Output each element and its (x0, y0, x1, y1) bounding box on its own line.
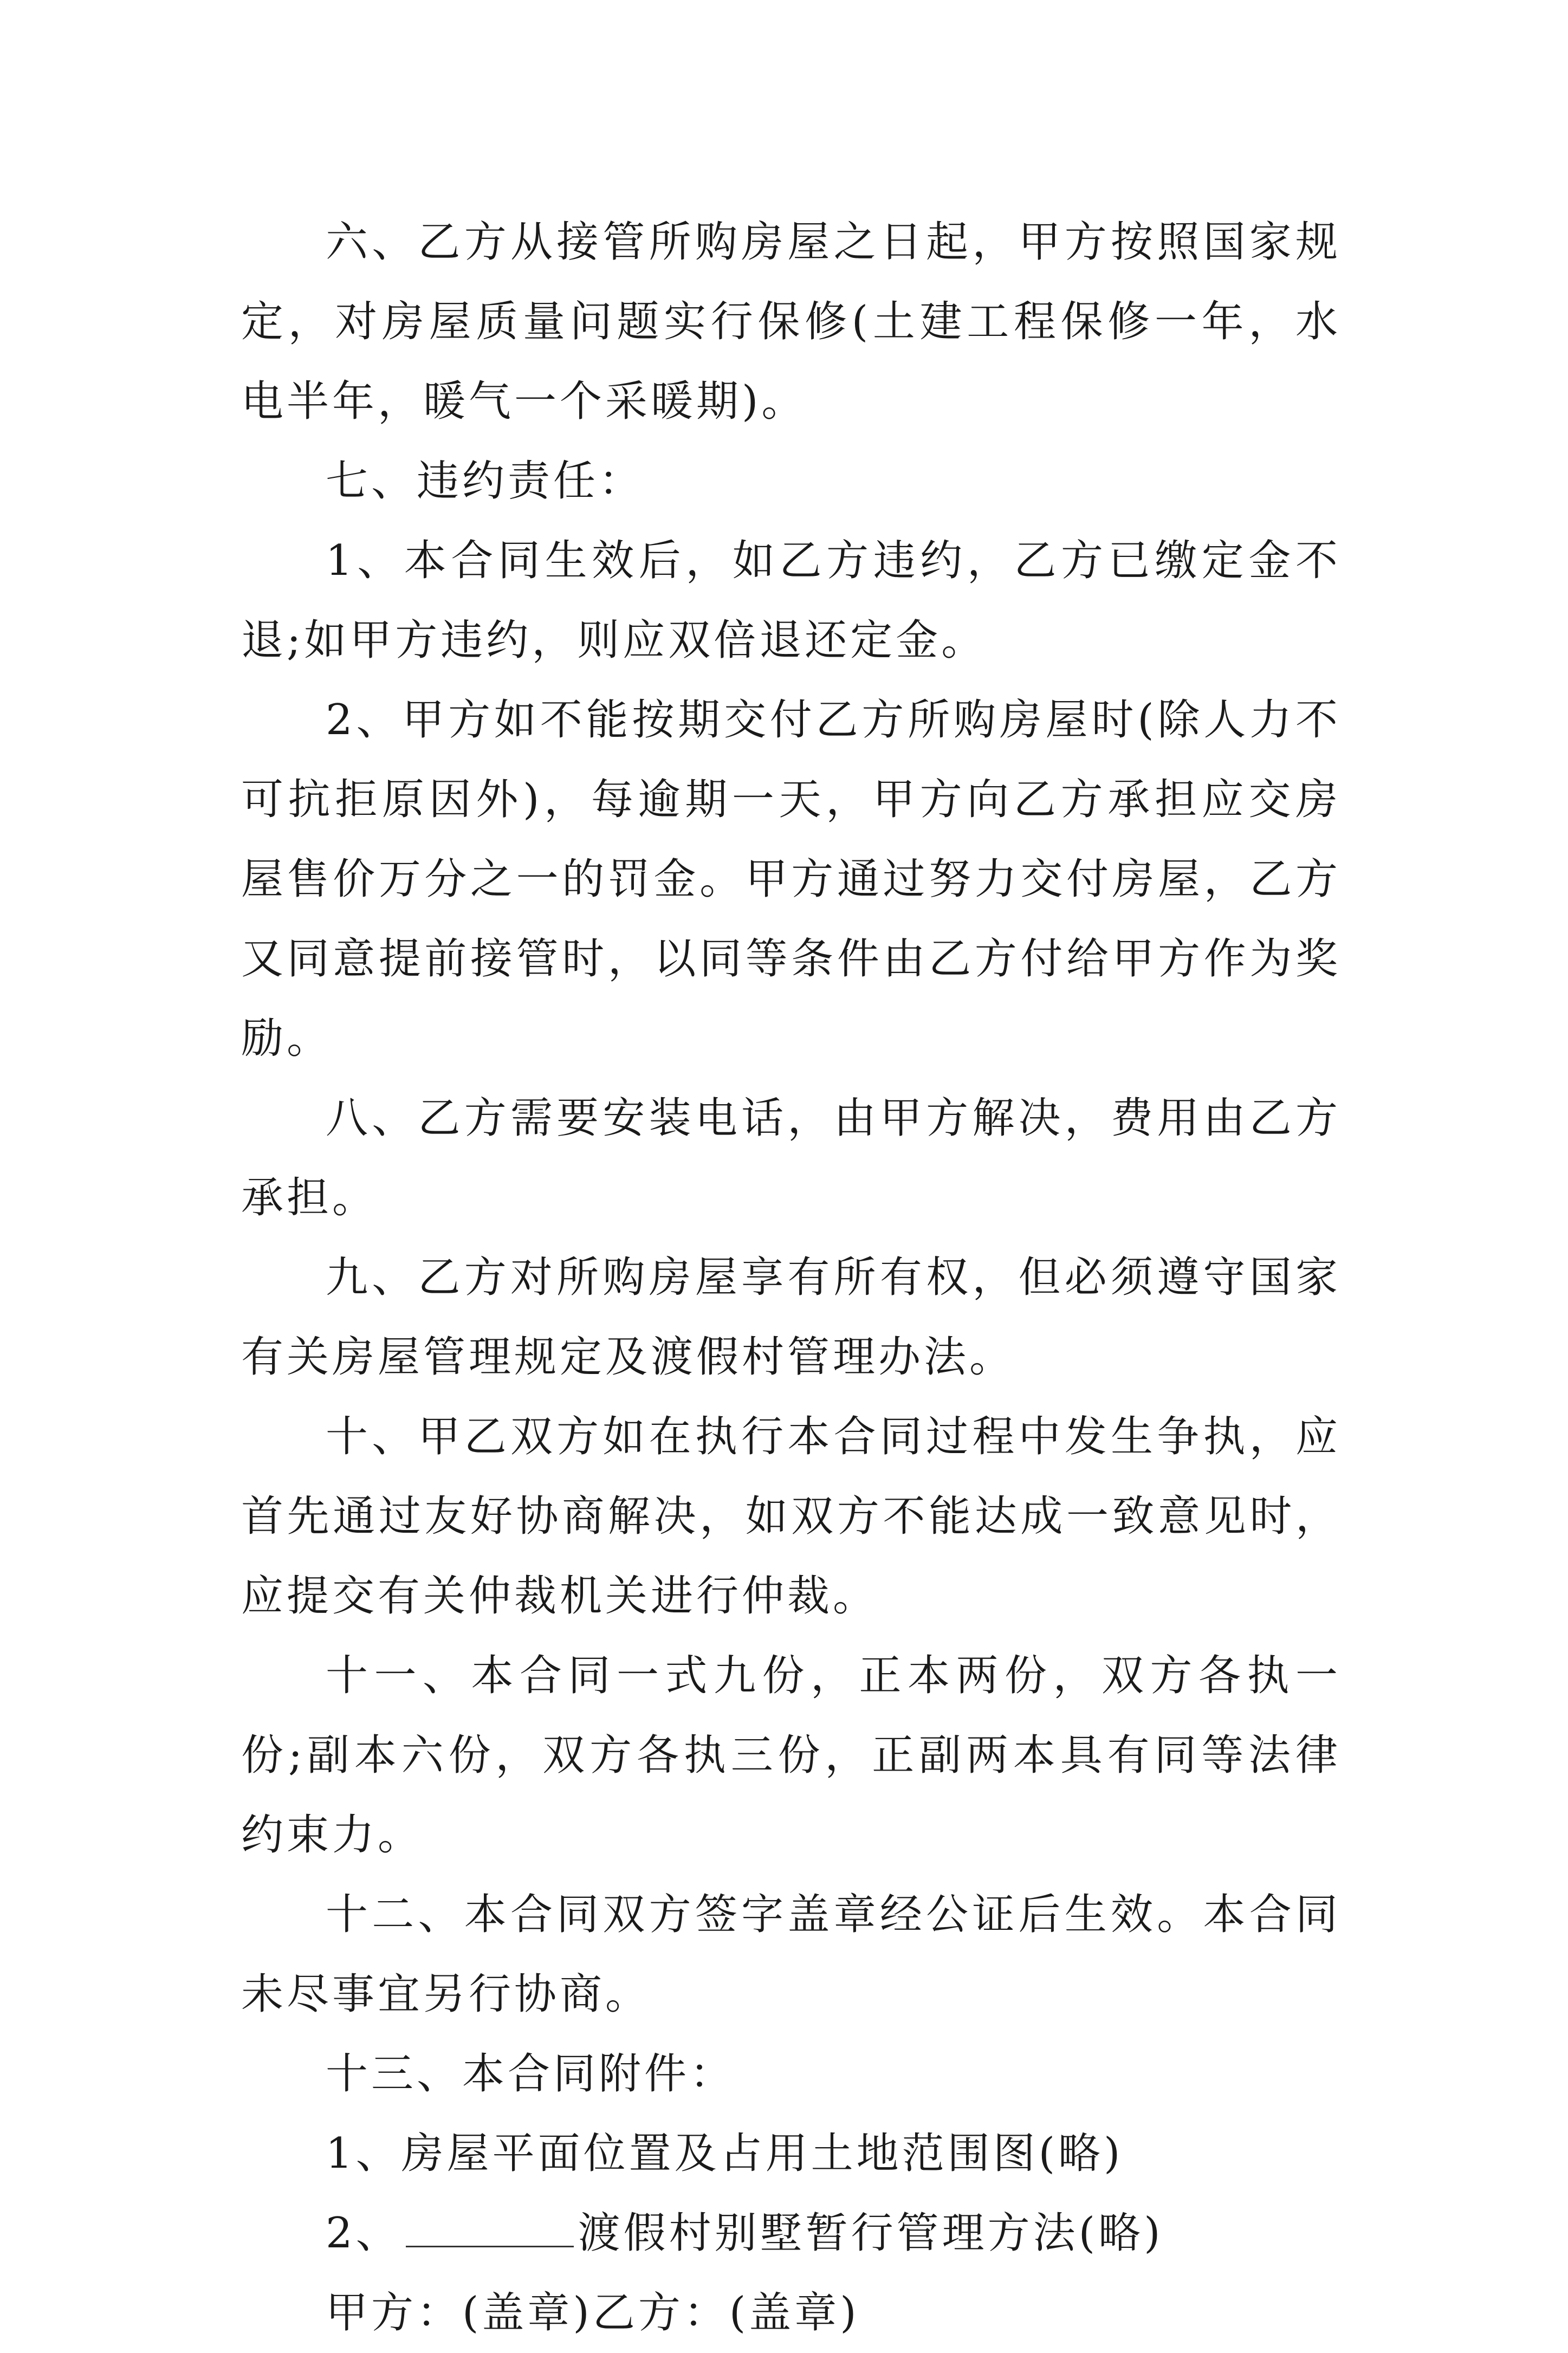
attachment-2-prefix: 2、 (326, 2209, 401, 2258)
clause-13-heading: 十三、本合同附件： (326, 2050, 736, 2098)
clause-6: 六、乙方从接管所购房屋之日起，甲方按照国家规定，对房屋质量问题实行保修(土建工程保修一年，水电半年，暖气一个采暖期)。 (241, 218, 1341, 426)
clause-8: 八、乙方需要安装电话，由甲方解决，费用由乙方承担。 (241, 1094, 1341, 1222)
signature-line: 甲方：(盖章)乙方：(盖章) (326, 2289, 860, 2337)
contract-body (241, 203, 1341, 2353)
clause-12: 十二、本合同双方签字盖章经公证后生效。本合同未尽事宜另行协商。 (241, 1890, 1341, 2019)
clause-7-heading: 七、违约责任： (326, 457, 645, 505)
attachment-2-text: 渡假村别墅暂行管理方法(略) (578, 2209, 1164, 2258)
clause-9: 九、乙方对所购房屋享有所有权，但必须遵守国家有关房屋管理规定及渡假村管理办法。 (241, 1253, 1341, 1382)
attachment-2 (241, 2194, 1341, 2273)
clause-10: 十、甲乙双方如在执行本合同过程中发生争执，应首先通过友好协商解决，如双方不能达成一致意见时，应提交有关仲裁机关进行仲裁。 (241, 1412, 1341, 1620)
attachment-1: 1、房屋平面位置及占用土地范围图(略) (326, 2129, 1124, 2178)
clause-7-item-1: 1、本合同生效后，如乙方违约，乙方已缴定金不退;如甲方违约，则应双倍退还定金。 (241, 536, 1341, 665)
blank-underline (406, 2245, 574, 2247)
clause-7-item-2: 2、甲方如不能按期交付乙方所购房屋时(除人力不可抗拒原因外)，每逾期一天，甲方向乙方承担应交房屋售价万分之一的罚金。甲方通过努力交付房屋，乙方又同意提前接管时，以同等条件由乙方付给甲方作为奖励。 (241, 696, 1341, 1063)
clause-11: 十一、本合同一式九份，正本两份，双方各执一份;副本六份，双方各执三份，正副两本具有同等法律约束力。 (241, 1651, 1341, 1859)
